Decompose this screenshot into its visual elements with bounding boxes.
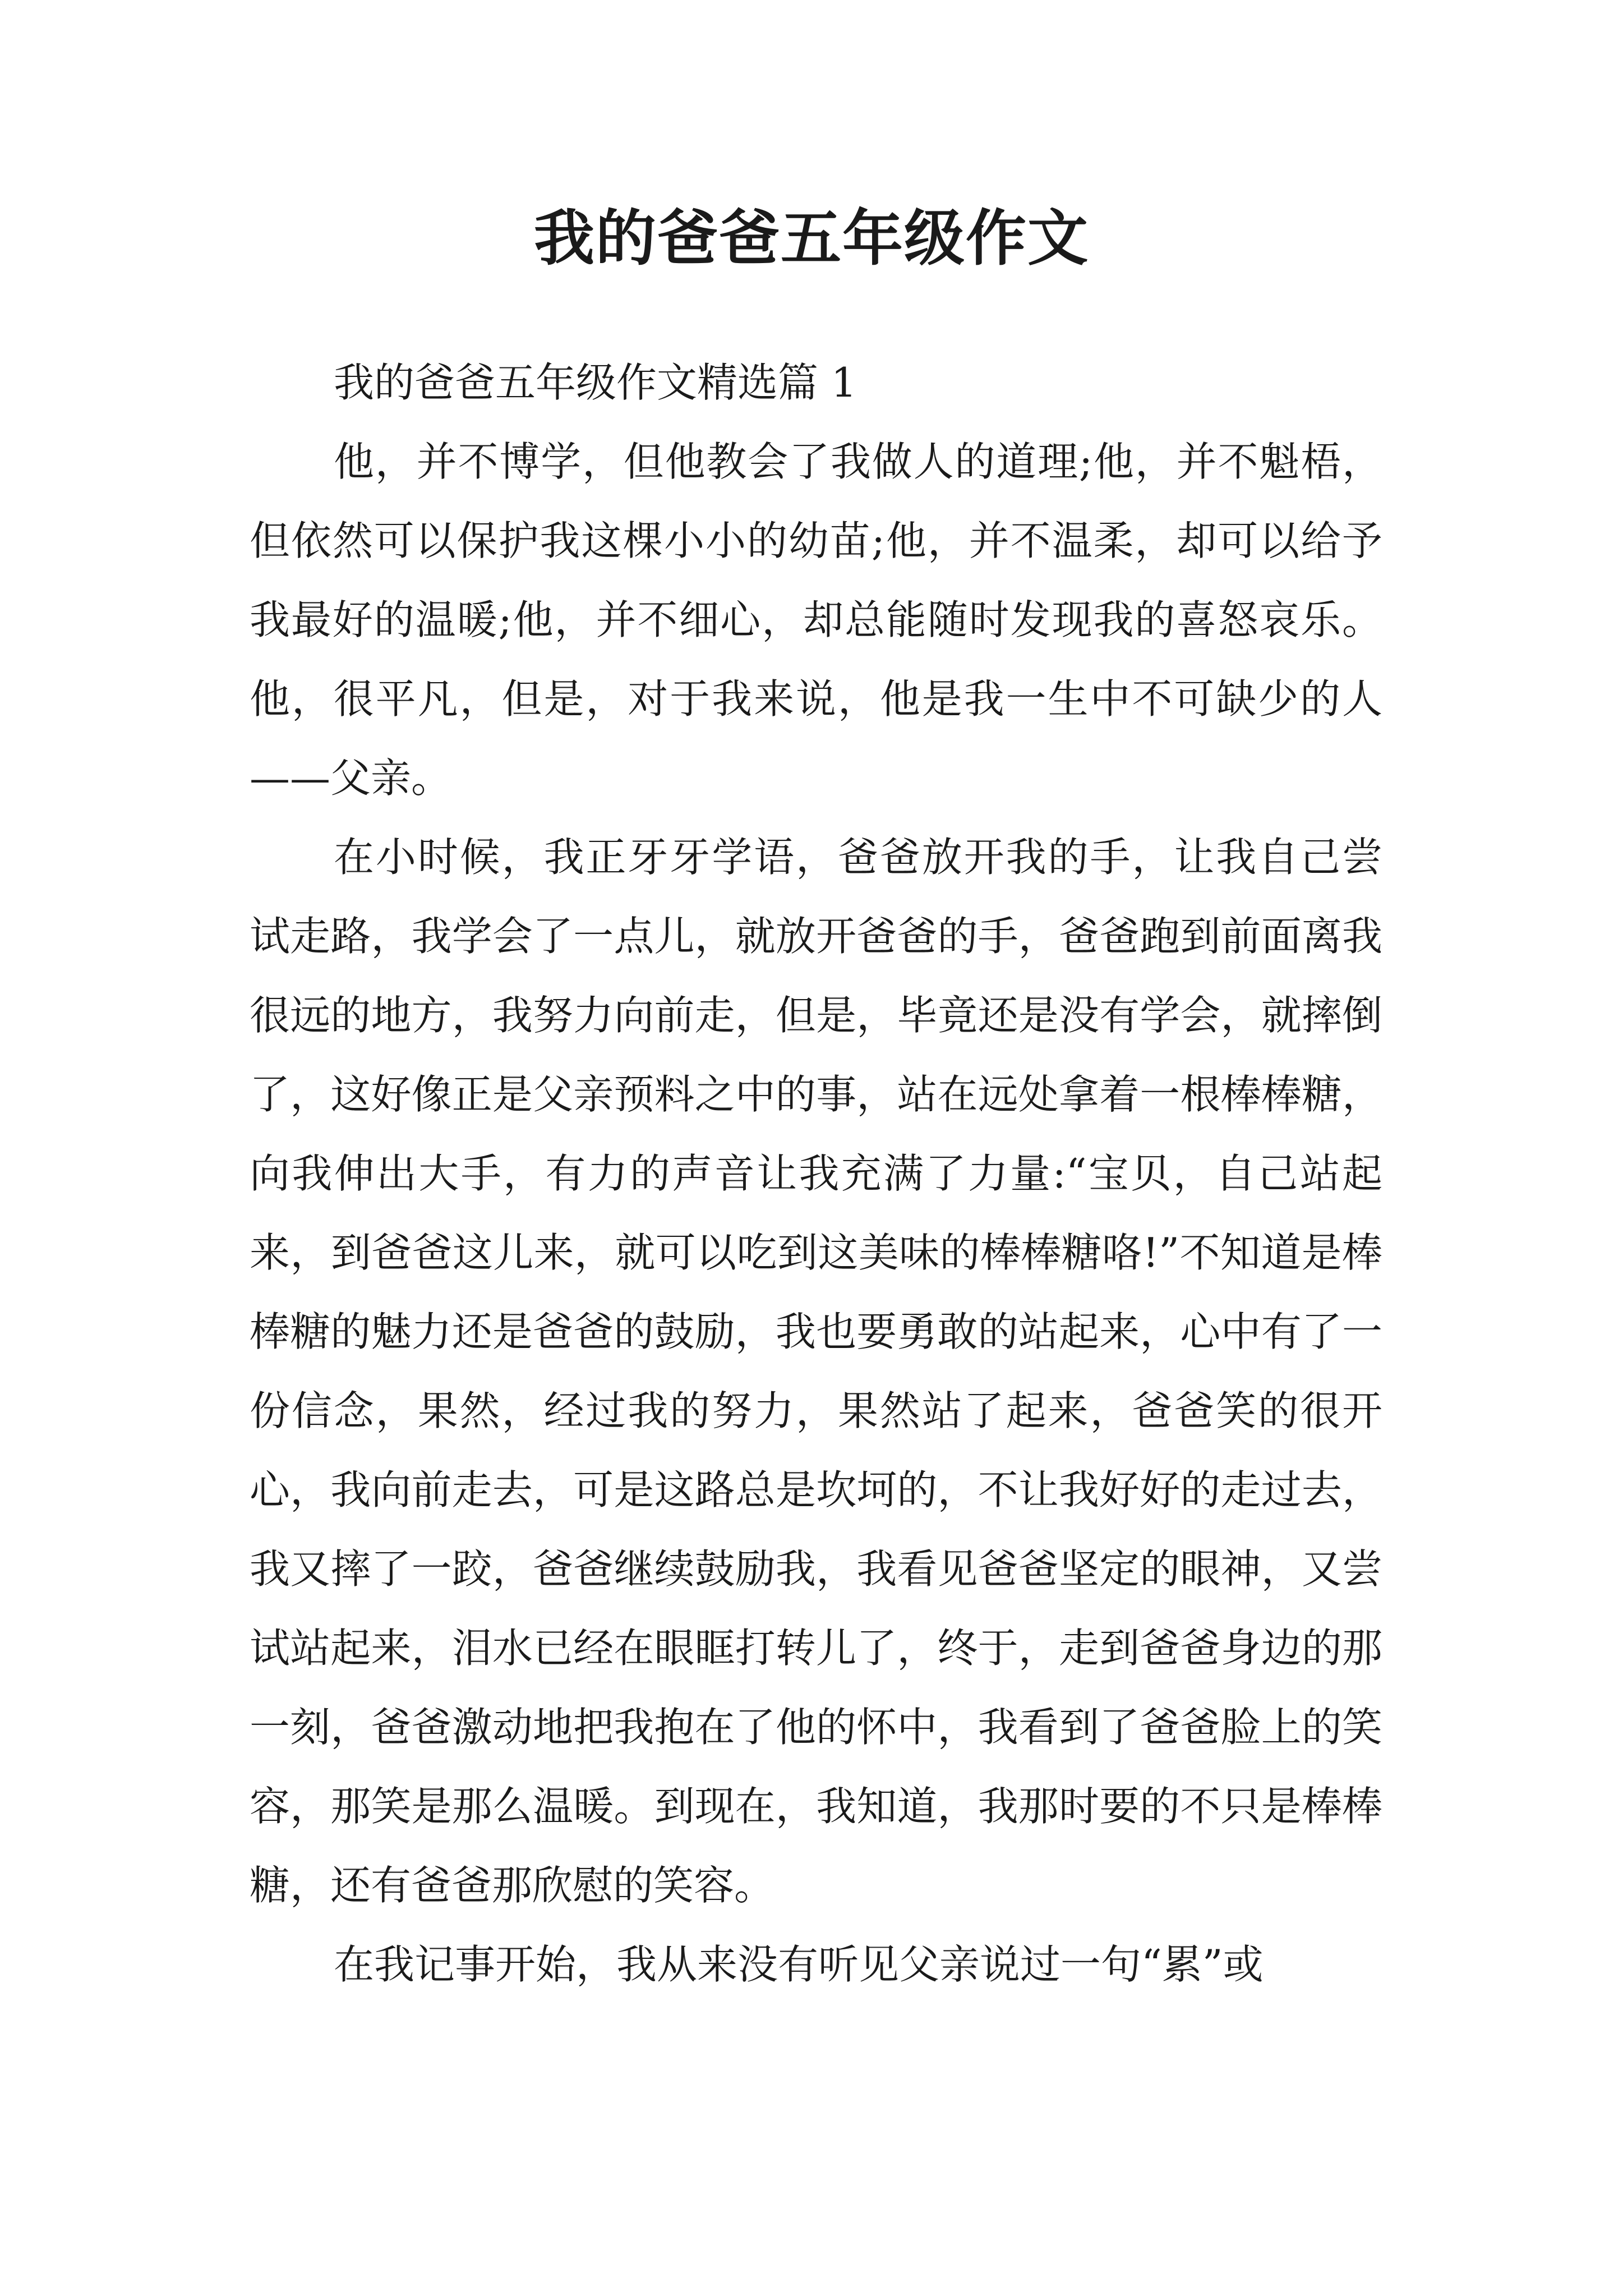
paragraph-2: 在小时候，我正牙牙学语，爸爸放开我的手，让我自己尝试走路，我学会了一点儿，就放开爸爸的手，爸爸跑到前面离我很远的地方，我努力向前走，但是，毕竟还是没有学会，就摔倒了，这好像正是父亲预料之中的事，站在远处拿着一根棒棒糖，向我伸出大手，有力的声音让我充满了力量:“宝贝，自己站起来，到爸爸这儿来，就可以吃到这美味的棒棒糖咯!”不知道是棒棒糖的魅力还是爸爸的鼓励，我也要勇敢的站起来，心中有了一份信念，果然，经过我的努力，果然站了起来，爸爸笑的很开心，我向前走去，可是这路总是坎坷的，不让我好好的走过去，我又摔了一跤，爸爸继续鼓励我，我看见爸爸坚定的眼神，又尝试站起来，泪水已经在眼眶打转儿了，终于，走到爸爸身边的那一刻，爸爸激动地把我抱在了他的怀中，我看到了爸爸脸上的笑容，那笑是那么温暖。到现在，我知道，我那时要的不只是棒棒糖，还有爸爸那欣慰的笑容。 — [250, 834, 1382, 1909]
section-heading: 我的爸爸五年级作文精选篇 1 — [334, 359, 857, 406]
document-title: 我的爸爸五年级作文 — [533, 203, 1089, 274]
paragraph-3: 在我记事开始，我从来没有听见父亲说过一句“累”或 — [334, 1941, 1264, 1988]
paragraph-1: 他，并不博学，但他教会了我做人的道理;他，并不魁梧，但依然可以保护我这棵小小的幼苗;他，并不温柔，却可以给予我最好的温暖;他，并不细心，却总能随时发现我的喜怒哀乐。他，很平凡，但是，对于我来说，他是我一生中不可缺少的人——父亲。 — [250, 438, 1382, 802]
document-body — [250, 343, 1382, 2004]
